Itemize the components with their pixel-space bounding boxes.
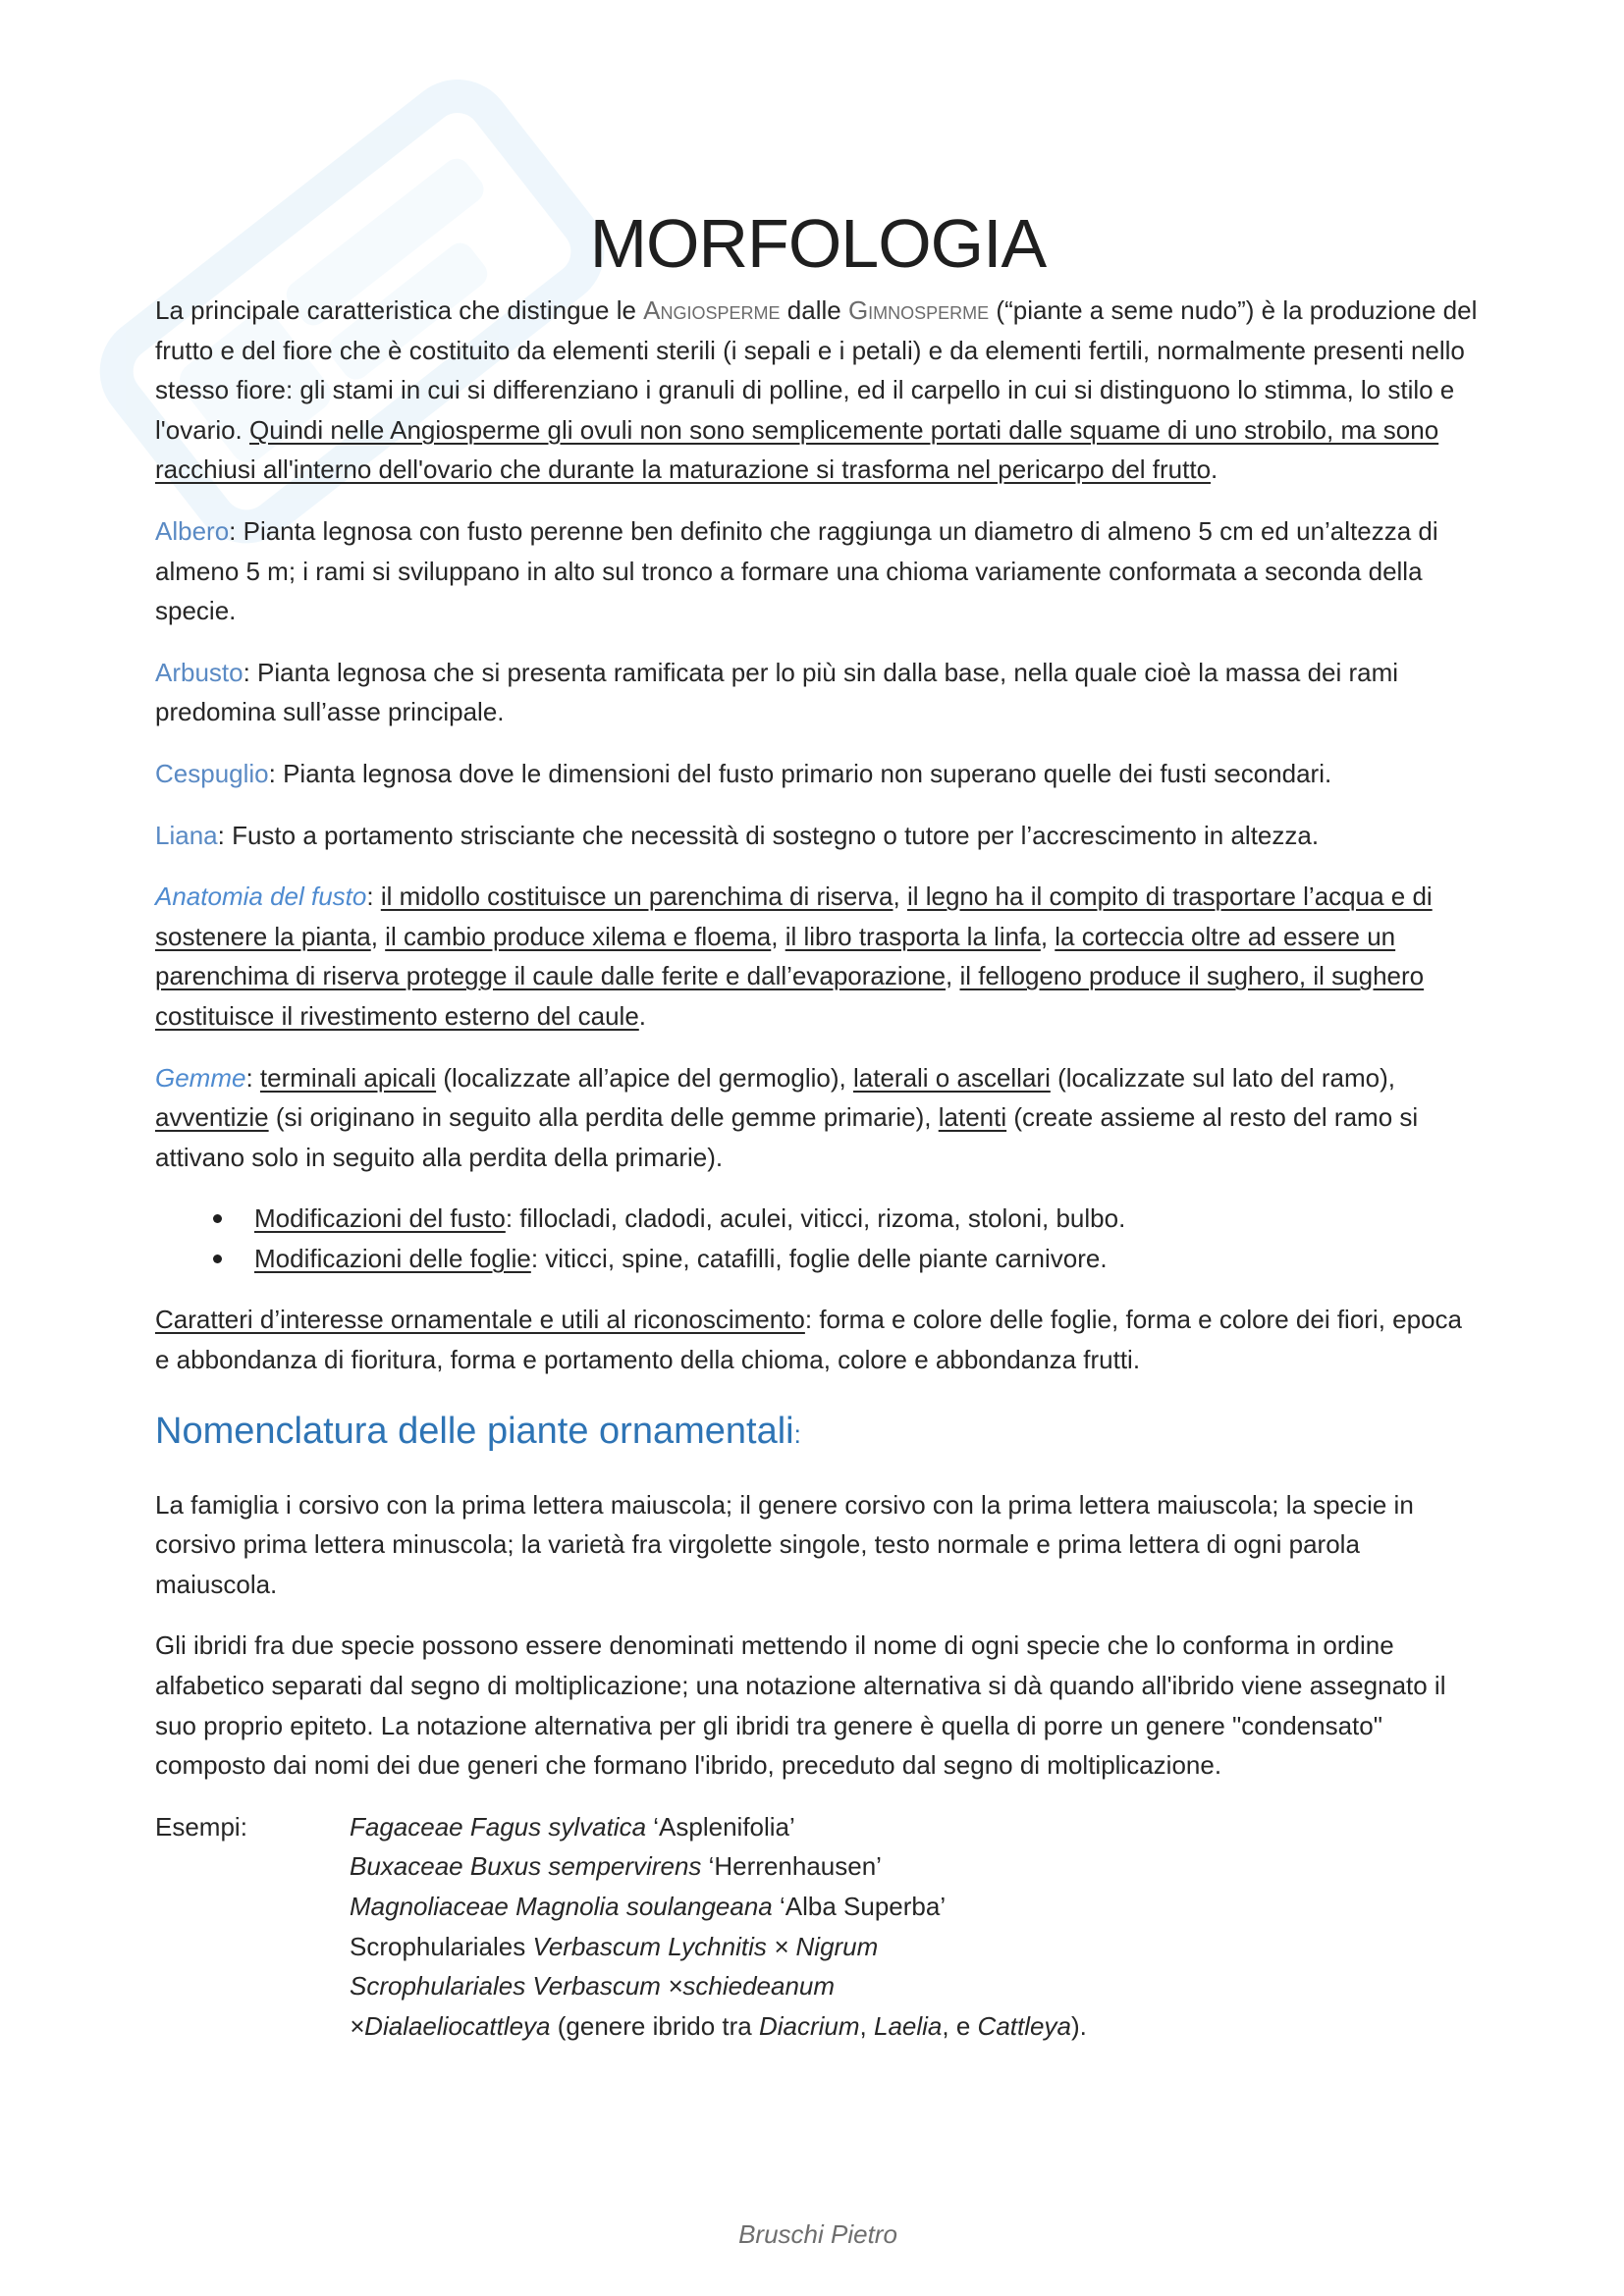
anatomy-sep: , [893,881,907,912]
intro-end: . [1211,454,1218,485]
definition-term: Liana [155,820,218,850]
anatomy-paragraph [155,877,1481,1036]
example-cultivar: ‘Alba Superba’ [772,1892,947,1921]
example-text: , [859,2010,874,2041]
definition-term: Cespuglio [155,758,269,788]
example-text: ). [1070,2010,1087,2041]
modification-label: Modificazioni del fusto [254,1203,506,1234]
example-text: (genere ibrido tra [550,2010,759,2041]
bullet-icon [209,1199,229,1239]
anatomy-sep: , [771,921,785,951]
term-angiosperme: Angiosperme [643,295,781,325]
example-row [350,1846,1481,1887]
definition-term: Albero [155,515,230,546]
example-genus: Cattleya [977,2010,1071,2041]
example-taxon: Magnoliaceae Magnolia soulangeana [350,1892,773,1921]
anatomy-sep: , [946,961,960,991]
modifications-list [155,1199,1481,1278]
anatomy-end: . [638,1000,647,1031]
definition-cespuglio [155,754,1481,794]
example-row [350,1966,1481,2006]
bullet-icon [209,1239,229,1279]
example-genus-hybrid: ×Dialaeliocattleya [350,2010,551,2041]
bud-description: (localizzate all’apice del germoglio), [436,1062,853,1093]
anatomy-sep: , [1040,921,1056,951]
definition-arbusto [155,653,1481,732]
bud-type: avventizie [155,1102,269,1133]
example-genus: Diacrium [758,2010,860,2041]
anatomy-item: il midollo costituisce un parenchima di riserva [380,881,893,912]
term-gimnosperme: Gimnosperme [847,295,990,325]
intro-text-1: La principale caratteristica che distingue le [155,295,644,325]
definition-text: : Pianta legnosa dove le dimensioni del fusto primario non superano quelle dei fusti secondari. [268,758,1332,788]
intro-paragraph [155,291,1481,490]
intro-text-3: (“piante a seme nudo”) è la produzione del frutto e del fiore che è costituito da elementi sterili (i sepali e i petali) e da elementi fertili, normalmente presenti nello stesso fiore: gli stami in cui si differenziano i granuli di polline, ed il carpello in cui si distinguono lo stimma, lo stilo e l'ovario. [155,295,1478,445]
example-cultivar: ‘Herrenhausen’ [701,1851,882,1882]
example-cultivar: ‘Asplenifolia’ [646,1811,795,1842]
modification-text: : viticci, spine, catafilli, foglie delle piante carnivore. [530,1243,1108,1273]
definition-text: : Fusto a portamento strisciante che necessità di sostegno o tutore per l’accrescimento in altezza. [217,820,1320,850]
definition-liana [155,816,1481,856]
buds-sep: : [245,1062,260,1093]
example-row [350,2006,1481,2047]
example-hybrid: Verbascum Lychnitis × Nigrum [532,1931,879,1961]
nomenclature-paragraph-2: Gli ibridi fra due specie possono essere denominati mettendo il nome di ogni specie che lo conforma in ordine alfabetico separati dal segno di moltiplicazione; una notazione alternativa si dà quando all'ibrido viene assegnato il suo proprio epiteto. La notazione alternativa per gli ibridi tra genere è quella di porre un genere "condensato" composto dai nomi dei due generi che formano l'ibrido, preceduto dal segno di moltiplicazione. [155,1630,1446,1781]
intro-underlined: Quindi nelle Angiosperme gli ovuli non sono semplicemente portati dalle squame di uno strobilo, ma sono racchiusi all'interno dell'ovario che durante la maturazione si trasforma nel pericarpo del frutto [155,414,1439,485]
examples-rows [350,1807,1481,2047]
example-row [350,1927,1481,1967]
example-order: Scrophulariales [350,1931,533,1961]
anatomy-item: il cambio produce xilema e floema [385,921,772,951]
bud-description: (localizzate sul lato del ramo), [1050,1062,1395,1093]
anatomy-term: Anatomia del fusto [155,881,367,912]
anatomy-item: la corteccia oltre ad essere un parenchima di riserva protegge il caule dalle ferite e dall’evaporazione [155,921,1396,991]
buds-paragraph [155,1058,1481,1178]
section-heading [155,1406,1481,1460]
document-body [155,291,1481,2046]
ornamental-text: : forma e colore delle foglie, forma e colore dei fiori, epoca e abbondanza di fioritura, forma e portamento della chioma, colore e abbondanza frutti. [155,1305,1462,1375]
ornamental-paragraph [155,1300,1481,1379]
buds-term: Gemme [155,1062,246,1093]
definition-albero [155,511,1481,631]
definition-text: : Pianta legnosa che si presenta ramificata per lo più sin dalla base, nella quale cioè la massa dei rami predomina sull’asse principale. [155,657,1399,727]
anatomy-item: il fellogeno produce il sughero, il sughero costituisce il rivestimento esterno del caule [155,961,1425,1031]
ornamental-label: Caratteri d’interesse ornamentale e utili al riconoscimento [155,1305,805,1335]
bud-description: (si originano in seguito alla perdita delle gemme primarie), [268,1102,939,1133]
definition-text: : Pianta legnosa con fusto perenne ben definito che raggiunga un diametro di almeno 5 cm ed un’altezza di almeno 5 m; i rami si sviluppano in alto sul tronco a formare una chioma variamente conformata a seconda della specie. [155,515,1438,626]
definition-term: Arbusto [155,657,244,687]
section-heading-colon: : [793,1418,801,1449]
intro-text-2: dalle [780,295,848,325]
modification-label: Modificazioni delle foglie [254,1243,531,1273]
example-hybrid: Scrophulariales Verbascum ×schiedeanum [350,1971,836,2002]
example-row [350,1807,1481,1847]
example-text: , e [942,2010,978,2041]
example-taxon: Fagaceae Fagus sylvatica [350,1811,647,1842]
nomenclature-paragraph-1: La famiglia i corsivo con la prima lettera maiuscola; il genere corsivo con la prima lettera maiuscola; la specie in corsivo prima lettera minuscola; la varietà fra virgolette singole, testo normale e prima lettera di ogni parola maiuscola. [155,1489,1414,1599]
list-item [254,1239,1481,1279]
example-taxon: Buxaceae Buxus sempervirens [350,1851,702,1882]
bud-description: (create assieme al resto del ramo si attivano solo in seguito alla perdita della primarie). [155,1102,1419,1172]
bud-type: latenti [938,1102,1007,1133]
example-genus: Laelia [874,2010,943,2041]
bud-type: laterali o ascellari [852,1062,1051,1093]
anatomy-item: il legno ha il compito di trasportare l’acqua e di sostenere la pianta [155,881,1433,951]
anatomy-sep: : [366,881,381,912]
modification-text: : fillocladi, cladodi, aculei, viticci, rizoma, stoloni, bulbo. [505,1203,1126,1234]
examples-label: Esempi: [155,1811,247,1842]
anatomy-item: il libro trasporta la linfa [785,921,1041,951]
example-row [350,1887,1481,1927]
section-heading-text: Nomenclatura delle piante ornamentali [155,1410,794,1452]
examples-block [155,1807,1481,2047]
list-item [254,1199,1481,1239]
page-footer-author: Bruschi Pietro [738,2219,897,2249]
page-title: MORFOLOGIA [589,205,1047,282]
bud-type: terminali apicali [259,1062,437,1093]
anatomy-sep: , [370,921,386,951]
